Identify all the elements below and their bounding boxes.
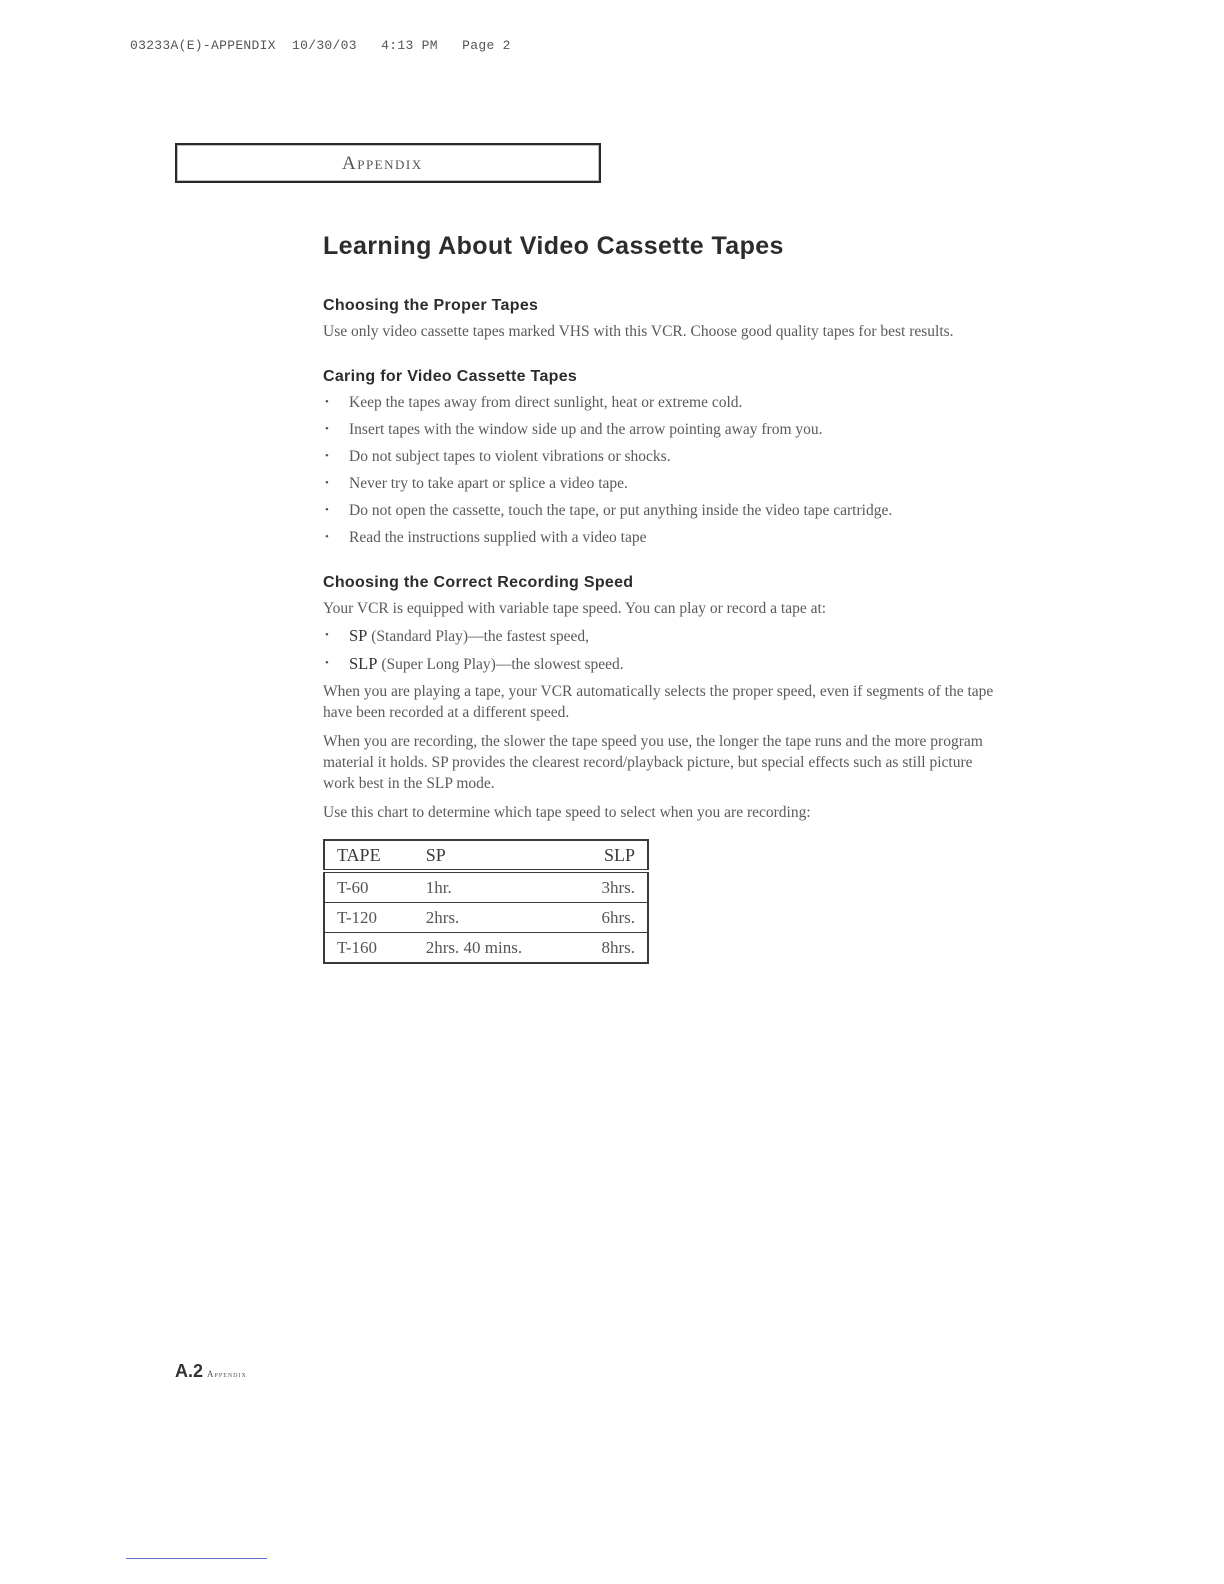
- speed-desc: (Super Long Play)—the slowest speed.: [381, 656, 624, 673]
- section-heading: Choosing the Correct Recording Speed: [323, 574, 634, 591]
- section-heading: Caring for Video Cassette Tapes: [323, 368, 578, 385]
- section-proper-tapes: [323, 297, 1003, 342]
- section-paragraph: When you are playing a tape, your VCR automatically selects the proper speed, even if segments of the tape have been recorded at a different speed.: [323, 683, 994, 721]
- column-header: TAPE: [324, 840, 414, 871]
- table-cell: T-160: [337, 938, 377, 957]
- speed-code: SLP: [349, 654, 378, 673]
- section-paragraph: When you are recording, the slower the tape speed you use, the longer the tape runs and the more program material it holds. SP provides the clearest record/playback picture, but special effects such as still picture work best in the SLP mode.: [323, 733, 983, 792]
- section-recording-speed: [323, 574, 1003, 964]
- section-paragraph: Your VCR is equipped with variable tape speed. You can play or record a tape at:: [323, 600, 827, 617]
- table-cell: 8hrs.: [601, 938, 635, 957]
- section-paragraph: Use this chart to determine which tape speed to select when you are recording:: [323, 804, 811, 821]
- speed-list: [323, 625, 1003, 675]
- table-row: [324, 933, 648, 964]
- main-content: [323, 232, 1003, 990]
- list-item: • Read the instructions supplied with a video tape: [323, 527, 1003, 548]
- speed-code: SP: [349, 626, 368, 645]
- speed-desc: (Standard Play)—the fastest speed,: [371, 628, 590, 645]
- tape-speed-table: [323, 839, 649, 964]
- bottom-rule: [126, 1558, 267, 1559]
- table-row: [324, 903, 648, 933]
- section-header-box: [175, 143, 601, 183]
- page-number: A.2: [175, 1361, 204, 1381]
- table-cell: T-60: [324, 871, 414, 903]
- table-header-row: [324, 840, 648, 871]
- print-slug: 03233A(E)-APPENDIX 10/30/03 4:13 PM Page 2: [130, 38, 511, 53]
- section-label: Appendix: [342, 153, 423, 174]
- section-paragraph: Use only video cassette tapes marked VHS with this VCR. Choose good quality tapes for best results.: [323, 323, 954, 340]
- section-heading: Choosing the Proper Tapes: [323, 297, 539, 314]
- list-item: [323, 625, 1003, 647]
- table-cell: T-120: [324, 903, 414, 933]
- table-row: [324, 871, 648, 903]
- page-title: Learning About Video Cassette Tapes: [323, 232, 784, 260]
- table-cell: 2hrs.: [414, 903, 572, 933]
- table-cell: 1hr.: [414, 871, 572, 903]
- table-cell: 6hrs.: [571, 903, 648, 933]
- list-item: • Keep the tapes away from direct sunlight, heat or extreme cold.: [323, 392, 1003, 413]
- list-item: • Do not subject tapes to violent vibrations or shocks.: [323, 446, 1003, 467]
- table-cell: 3hrs.: [571, 871, 648, 903]
- list-item: • Do not open the cassette, touch the tape, or put anything inside the video tape cartridge.: [323, 500, 1003, 521]
- column-header: SLP: [571, 840, 648, 871]
- list-item: • Insert tapes with the window side up and the arrow pointing away from you.: [323, 419, 1003, 440]
- list-item: • Never try to take apart or splice a video tape.: [323, 473, 1003, 494]
- section-caring-tapes: [323, 368, 1003, 548]
- footer-label: Appendix: [207, 1369, 247, 1379]
- table-cell: 2hrs. 40 mins.: [425, 938, 523, 957]
- list-item: [323, 653, 1003, 675]
- column-header: SP: [414, 840, 572, 871]
- page-footer: [175, 1361, 247, 1382]
- care-list: [323, 392, 1003, 548]
